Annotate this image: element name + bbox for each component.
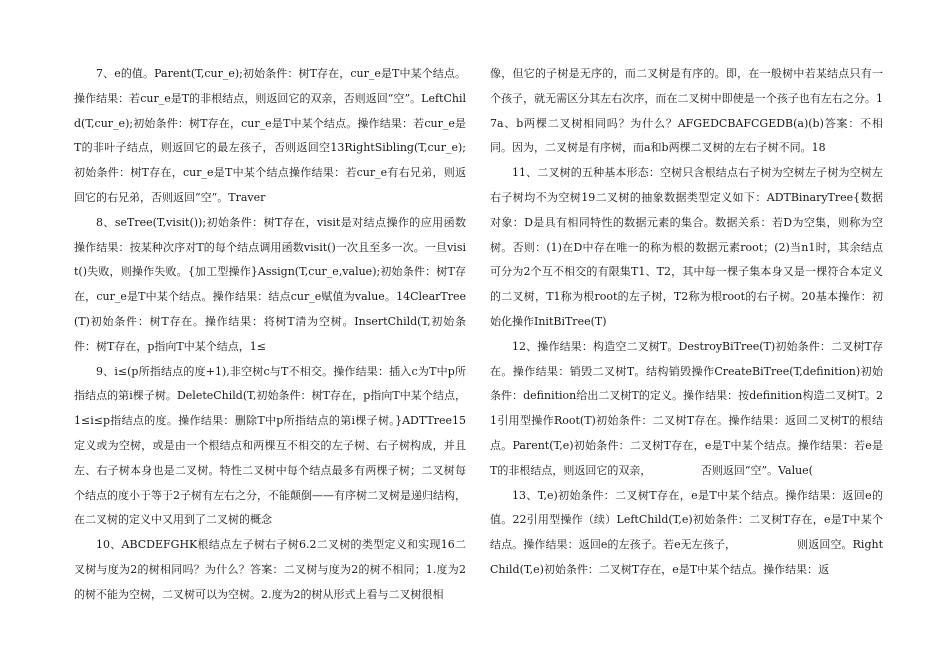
paragraph-8: 8、seTree(T,visit());初始条件：树T存在，visit是对结点操作的应用函数操作结果：按某种次序对T的每个结点调用函数visit()一次且至多一次。一旦visit()失败，则操作失败。{加工型操作}Assign(T,cur_e,value);初始条件：树T存在，cur_e是T中某个结点。操作结果：结点cur_e赋值为value。14ClearTree(T)初始条件：树T存在。操作结果：将树T清为空树。InsertChild(T,初始条件：树T存在，p指向T中某个结点，1≤ [74,215,466,353]
paragraph-10: 10、ABCDEFGHK根结点左子树右子树6.2二叉树的类型定义和实现16二叉树与度为2的树相同吗？为什么？答案：二叉树与度为2的树不相同；1.度为2的树不能为空树，二叉树可以为空树。2.度为2的树从形式上看与二叉树很相 [74,538,466,601]
paragraph-continued: 像，但它的子树是无序的，而二叉树是有序的。即，在一般树中若某结点只有一个孩子，就无需区分其左右次序，而在二叉树中即使是一个孩子也有左右之分。17a、b两棵二叉树相同吗？为什么？AFGEDCBAFCGEDB(a)(b)答案：不相同。因为，二叉树是有序树，而a和b两棵二叉树的左右子树不同。18 [490,67,883,155]
paragraph-9: 9、i≤(p所指结点的度+1),非空树c与T不相交。操作结果：插入c为T中p所指结点的第i棵子树。DeleteChild(T,初始条件：树T存在，p指向T中某个结点，1≤i≤p指结点的度。操作结果：删除T中p所指结点的第i棵子树。}ADTTree15定义或为空树，或是由一个根结点和两棵互不相交的左子树、右子树构成，并且左、右子树本身也是二叉树。特性二叉树中每个结点最多有两棵子树；二叉树每个结点的度小于等于2子树有左右之分，不能颠倒——有序树二叉树是递归结构，在二叉树的定义中又用到了二叉树的概念 [74,364,466,527]
paragraph-12: 12、操作结果：构造空二叉树T。DestroyBiTree(T)初始条件：二叉树T存在。操作结果：销毁二叉树T。结构销毁操作CreateBiTree(T,definition)初始条件：definition给出二叉树T的定义。操作结果：按definition构造二叉树T。21引用型操作Root(T)初始条件：二叉树T存在。操作结果：返回二叉树T的根结点。Parent(T,e)初始条件：二叉树T存在，e是T中某个结点。操作结果：若e是T的非根结点，则返回它的双亲， 否则返回“空”。Value( [490,339,883,477]
left-column [74,62,466,608]
paragraph-7: 7、e的值。Parent(T,cur_e);初始条件：树T存在，cur_e是T中某个结点。操作结果：若cur_e是T的非根结点，则返回它的双亲，否则返回“空”。LeftChild(T,cur_e);初始条件：树T存在，cur_e是T中某个结点。操作结果：若cur_e是T的非叶子结点，则返回它的最左孩子，否则返回空13RightSibling(T,cur_e);初始条件：树T存在，cur_e是T中某个结点操作结果：若cur_e有右兄弟，则返回它的右兄弟，否则返回“空”。Traver [74,67,466,204]
paragraph-13: 13、T,e)初始条件：二叉树T存在，e是T中某个结点。操作结果：返回e的值。22引用型操作（续）LeftChild(T,e)初始条件：二叉树T存在，e是T中某个结点。操作结果：返回e的左孩子。若e无左孩子， 则返回空。RightChild(T,e)初始条件：二叉树T存在，e是T中某个结点。操作结果：返 [490,488,883,576]
right-column [490,62,883,583]
paragraph-11: 11、二叉树的五种基本形态：空树只含根结点右子树为空树左子树为空树左右子树均不为空树19二叉树的抽象数据类型定义如下：ADTBinaryTree{数据对象：D是具有相同特性的数据元素的集合。数据关系：若D为空集，则称为空树。否则：(1)在D中存在唯一的称为根的数据元素root；(2)当n1时，其余结点可分为2个互不相交的有限集T1、T2，其中每一棵子集本身又是一棵符合本定义的二叉树，T1称为根root的左子树，T2称为根root的右子树。20基本操作：初始化操作InitBiTree(T) [490,166,883,328]
